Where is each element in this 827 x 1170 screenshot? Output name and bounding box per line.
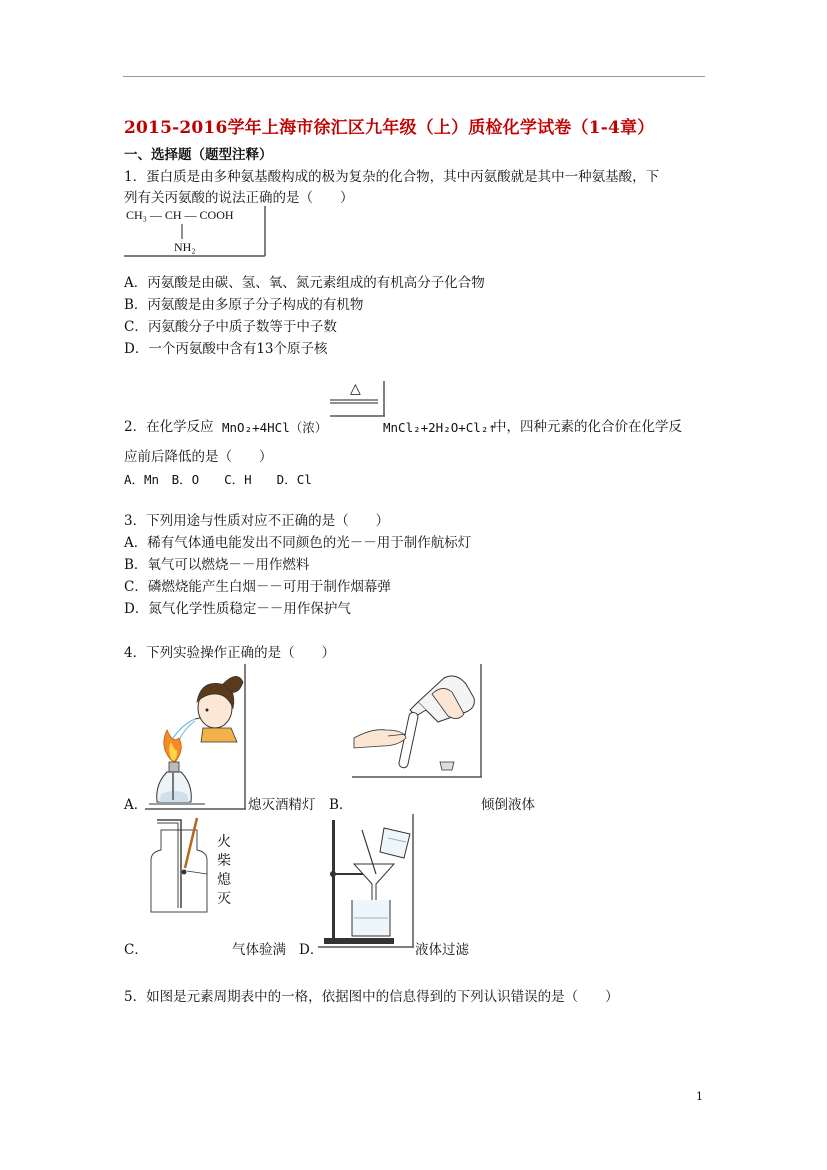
q4-option-c-caption: 气体验满 [232, 942, 286, 958]
q4-option-a-caption: 熄灭酒精灯 [248, 797, 316, 813]
header-rule [123, 76, 705, 77]
q3-option-d: D．氮气化学性质稳定－－用作保护气 [124, 601, 351, 617]
q2-options: A．Mn B．O C．H D．Cl [124, 472, 312, 487]
heat-triangle-icon: △ [350, 381, 361, 397]
q3-option-a: A．稀有气体通电能发出不同颜色的光－－用于制作航标灯 [124, 535, 472, 551]
match-label-char-2: 柴 [217, 853, 231, 869]
page-number: 1 [696, 1090, 703, 1103]
q1-stem-line2: 列有关丙氨酸的说法正确的是（ ） [124, 190, 354, 206]
alanine-main-chain: CH₃ — CH — COOH [126, 208, 234, 222]
alanine-amino-group: NH₂ [174, 240, 196, 254]
section-heading: 一、选择题（题型注释） [124, 147, 273, 163]
q1-stem-line1: 1．蛋白质是由多种氨基酸构成的极为复杂的化合物，其中丙氨酸就是其中一种氨基酸，下 [124, 169, 660, 185]
alanine-structure-figure [124, 206, 266, 258]
q1-option-a: A．丙氨酸是由碳、氢、氧、氮元素组成的有机高分子化合物 [124, 275, 485, 291]
match-label-char-4: 灭 [217, 891, 231, 907]
q2-products: MnCl₂+2H₂O+Cl₂↑ [383, 420, 496, 435]
reaction-condition-figure [330, 381, 386, 417]
match-label-char-1: 火 [217, 834, 231, 850]
q4-option-d-caption: 液体过滤 [415, 942, 469, 958]
q4-option-a-label: A． [124, 797, 148, 813]
q3-option-b: B．氧气可以燃烧－－用作燃料 [124, 557, 310, 573]
q2-stem-prefix: 2．在化学反应 [124, 419, 214, 435]
figure-pouring-liquid [352, 664, 482, 778]
q2-stem-suffix: 中，四种元素的化合价在化学反 [493, 419, 682, 435]
q4-option-b-caption: 倾倒液体 [481, 797, 535, 813]
match-extinguish-label [217, 833, 233, 909]
figure-blowing-out-alcohol-lamp [145, 664, 247, 810]
page-title: 2015-2016学年上海市徐汇区九年级（上）质检化学试卷（1-4章） [124, 118, 655, 138]
q3-stem: 3．下列用途与性质对应不正确的是（ ） [124, 513, 390, 529]
q2-reactants: MnO₂+4HCl（浓） [222, 420, 328, 435]
q1-option-c: C．丙氨酸分子中质子数等于中子数 [124, 319, 337, 335]
q1-option-d: D．一个丙氨酸中含有13个原子核 [124, 341, 328, 357]
q4-option-c-label: C． [124, 942, 148, 958]
q3-option-c: C．磷燃烧能产生白烟－－可用于制作烟幕弹 [124, 579, 391, 595]
match-label-char-3: 熄 [217, 872, 231, 888]
q5-stem: 5．如图是元素周期表中的一格，依据图中的信息得到的下列认识错误的是（ ） [124, 989, 619, 1005]
q4-stem: 4．下列实验操作正确的是（ ） [124, 645, 336, 661]
q1-option-b: B．丙氨酸是由多原子分子构成的有机物 [124, 297, 364, 313]
q4-option-d-label: D． [299, 942, 324, 958]
q4-option-b-label: B． [329, 797, 353, 813]
figure-liquid-filtration [318, 814, 414, 948]
q2-stem-line2: 应前后降低的是（ ） [124, 449, 273, 465]
